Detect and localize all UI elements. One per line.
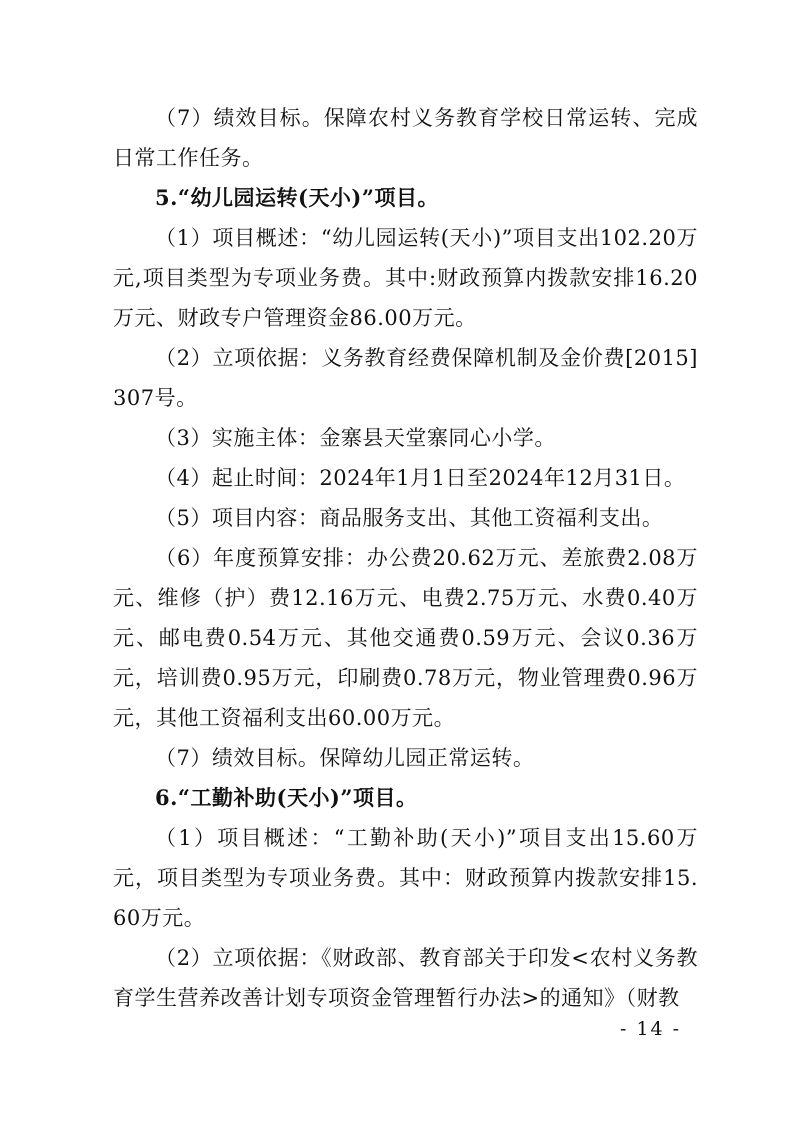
page-number: - 14 - [620,1018,682,1040]
paragraph: （2）立项依据：义务教育经费保障机制及金价费[2015]307号。 [113,346,698,410]
section-heading: 5.“幼儿园运转(天小)”项目。 [155,185,439,210]
paragraph: （1）项目概述：“工勤补助(天小)”项目支出15.60万元，项目类型为专项业务费。其中：财政预算内拨款安排15.60万元。 [113,826,698,930]
paragraph: （7）绩效目标。保障农村义务教育学校日常运转、完成日常工作任务。 [113,106,698,170]
paragraph: （7）绩效目标。保障幼儿园正常运转。 [155,746,535,770]
body-text [113,98,698,1018]
paragraph: （5）项目内容：商品服务支出、其他工资福利支出。 [155,506,664,530]
paragraph: （4）起止时间：2024年1月1日至2024年12月31日。 [155,466,686,490]
paragraph: （3）实施主体：金寨县天堂寨同心小学。 [155,426,556,450]
paragraph: （1）项目概述：“幼儿园运转(天小)”项目支出102.20万元,项目类型为专项业务费。其中:财政预算内拨款安排16.20万元、财政专户管理资金86.00万元。 [113,226,698,330]
section-heading: 6.“工勤补助(天小)”项目。 [155,785,418,810]
paragraph: （2）立项依据：《财政部、教育部关于印发<农村义务教育学生营养改善计划专项资金管理暂行办法>的通知》（财教 [113,946,698,1010]
paragraph: （6）年度预算安排：办公费20.62万元、差旅费2.08万元、维修（护）费12.16万元、电费2.75万元、水费0.40万元、邮电费0.54万元、其他交通费0.59万元、会议0.36万元，培训费0.95万元，印刷费0.78万元，物业管理费0.96万元，其他工资福利支出60.00万元。 [113,546,698,730]
